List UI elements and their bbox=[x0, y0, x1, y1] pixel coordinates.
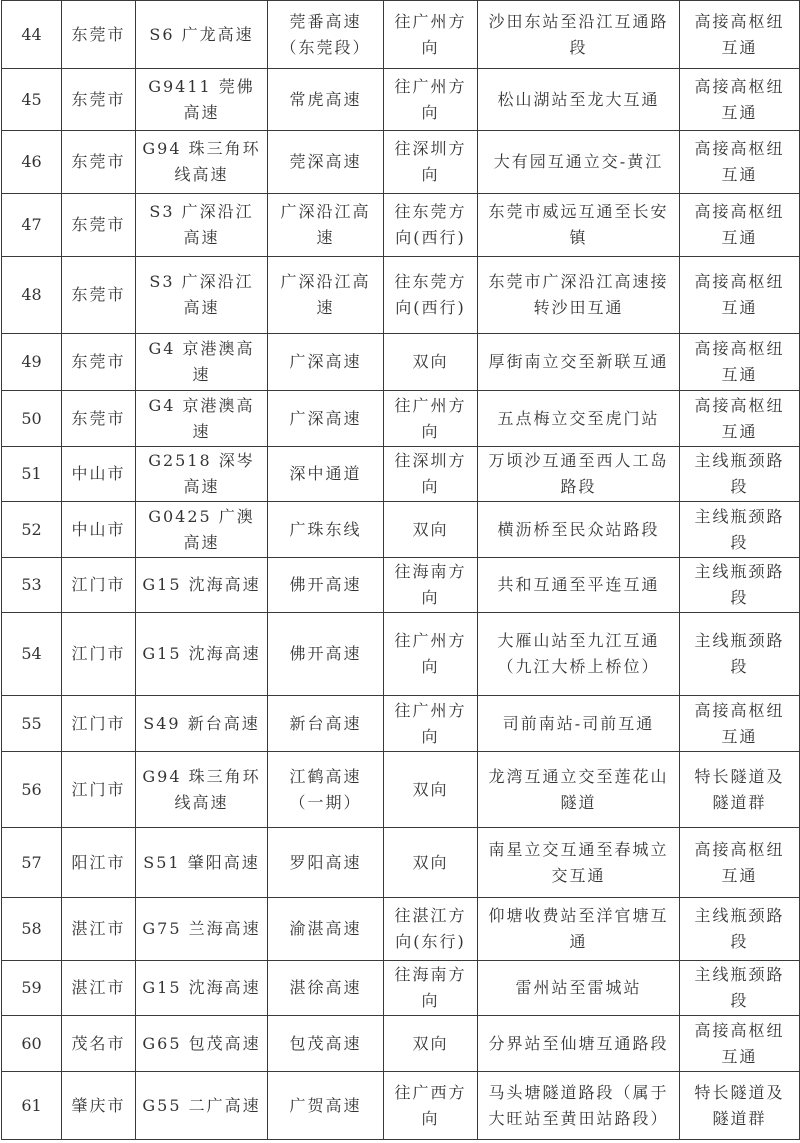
direction-cell: 往广西方向 bbox=[384, 1072, 478, 1140]
row-number: 53 bbox=[2, 558, 62, 613]
location-cell: 司前南站-司前互通 bbox=[478, 696, 680, 752]
location-cell: 仰塘收费站至洋官塘互通 bbox=[478, 898, 680, 961]
section-cell: 江鹤高速（一期） bbox=[268, 752, 384, 828]
direction-cell: 往深圳方向 bbox=[384, 447, 478, 502]
type-cell: 主线瓶颈路段 bbox=[680, 898, 800, 961]
table-row bbox=[2, 502, 800, 558]
direction-cell: 往海南方向 bbox=[384, 961, 478, 1016]
highway-cell: S6 广龙高速 bbox=[136, 1, 268, 69]
highway-cell: G94 珠三角环线高速 bbox=[136, 752, 268, 828]
location-cell: 大有园互通立交-黄江 bbox=[478, 131, 680, 194]
location-cell: 东莞市威远互通至长安镇 bbox=[478, 194, 680, 257]
type-cell: 高接高枢纽互通 bbox=[680, 257, 800, 334]
table-row bbox=[2, 1016, 800, 1072]
row-number: 54 bbox=[2, 613, 62, 696]
location-cell: 大雁山站至九江互通（九江大桥上桥位） bbox=[478, 613, 680, 696]
table-row bbox=[2, 1072, 800, 1140]
table-body bbox=[2, 1, 800, 1140]
table-row bbox=[2, 828, 800, 898]
highway-cell: G2518 深岑高速 bbox=[136, 447, 268, 502]
city-cell: 东莞市 bbox=[62, 334, 136, 391]
city-cell: 茂名市 bbox=[62, 1016, 136, 1072]
highway-cell: G15 沈海高速 bbox=[136, 961, 268, 1016]
type-cell: 主线瓶颈路段 bbox=[680, 613, 800, 696]
row-number: 59 bbox=[2, 961, 62, 1016]
section-cell: 罗阳高速 bbox=[268, 828, 384, 898]
type-cell: 高接高枢纽互通 bbox=[680, 131, 800, 194]
table-row bbox=[2, 131, 800, 194]
direction-cell: 往东莞方向(西行) bbox=[384, 194, 478, 257]
section-cell: 广深沿江高速 bbox=[268, 194, 384, 257]
highway-cell: G4 京港澳高速 bbox=[136, 334, 268, 391]
direction-cell: 双向 bbox=[384, 1016, 478, 1072]
table-row bbox=[2, 1, 800, 69]
city-cell: 湛江市 bbox=[62, 898, 136, 961]
row-number: 47 bbox=[2, 194, 62, 257]
location-cell: 共和互通至平连互通 bbox=[478, 558, 680, 613]
row-number: 49 bbox=[2, 334, 62, 391]
location-cell: 万顷沙互通至西人工岛路段 bbox=[478, 447, 680, 502]
location-cell: 厚街南立交至新联互通 bbox=[478, 334, 680, 391]
location-cell: 龙湾互通立交至莲花山隧道 bbox=[478, 752, 680, 828]
city-cell: 湛江市 bbox=[62, 961, 136, 1016]
direction-cell: 往广州方向 bbox=[384, 696, 478, 752]
location-cell: 分界站至仙塘互通路段 bbox=[478, 1016, 680, 1072]
type-cell: 高接高枢纽互通 bbox=[680, 696, 800, 752]
city-cell: 阳江市 bbox=[62, 828, 136, 898]
type-cell: 特长隧道及隧道群 bbox=[680, 752, 800, 828]
row-number: 45 bbox=[2, 69, 62, 131]
direction-cell: 往海南方向 bbox=[384, 558, 478, 613]
highway-cell: S3 广深沿江高速 bbox=[136, 257, 268, 334]
row-number: 46 bbox=[2, 131, 62, 194]
location-cell: 横沥桥至民众站路段 bbox=[478, 502, 680, 558]
type-cell: 高接高枢纽互通 bbox=[680, 334, 800, 391]
section-cell: 广深高速 bbox=[268, 334, 384, 391]
city-cell: 肇庆市 bbox=[62, 1072, 136, 1140]
row-number: 48 bbox=[2, 257, 62, 334]
city-cell: 东莞市 bbox=[62, 1, 136, 69]
type-cell: 高接高枢纽互通 bbox=[680, 828, 800, 898]
location-cell: 马头塘隧道路段（属于大旺站至黄田站路段） bbox=[478, 1072, 680, 1140]
direction-cell: 往广州方向 bbox=[384, 1, 478, 69]
table-row bbox=[2, 898, 800, 961]
highway-cell: G55 二广高速 bbox=[136, 1072, 268, 1140]
type-cell: 高接高枢纽互通 bbox=[680, 194, 800, 257]
section-cell: 广贺高速 bbox=[268, 1072, 384, 1140]
direction-cell: 往东莞方向(西行) bbox=[384, 257, 478, 334]
direction-cell: 往广州方向 bbox=[384, 391, 478, 447]
section-cell: 湛徐高速 bbox=[268, 961, 384, 1016]
city-cell: 江门市 bbox=[62, 613, 136, 696]
type-cell: 高接高枢纽互通 bbox=[680, 1016, 800, 1072]
city-cell: 东莞市 bbox=[62, 131, 136, 194]
highway-cell: G15 沈海高速 bbox=[136, 613, 268, 696]
type-cell: 高接高枢纽互通 bbox=[680, 391, 800, 447]
highway-cell: G4 京港澳高速 bbox=[136, 391, 268, 447]
section-cell: 常虎高速 bbox=[268, 69, 384, 131]
section-cell: 广深高速 bbox=[268, 391, 384, 447]
direction-cell: 双向 bbox=[384, 334, 478, 391]
section-cell: 深中通道 bbox=[268, 447, 384, 502]
location-cell: 五点梅立交至虎门站 bbox=[478, 391, 680, 447]
direction-cell: 往广州方向 bbox=[384, 613, 478, 696]
section-cell: 广珠东线 bbox=[268, 502, 384, 558]
row-number: 58 bbox=[2, 898, 62, 961]
table-row bbox=[2, 613, 800, 696]
section-cell: 莞番高速（东莞段） bbox=[268, 1, 384, 69]
location-cell: 沙田东站至沿江互通路段 bbox=[478, 1, 680, 69]
table-row bbox=[2, 69, 800, 131]
table-row bbox=[2, 447, 800, 502]
direction-cell: 双向 bbox=[384, 828, 478, 898]
type-cell: 高接高枢纽互通 bbox=[680, 1, 800, 69]
table-row bbox=[2, 391, 800, 447]
direction-cell: 往深圳方向 bbox=[384, 131, 478, 194]
location-cell: 南星立交互通至春城立交互通 bbox=[478, 828, 680, 898]
direction-cell: 双向 bbox=[384, 502, 478, 558]
highway-cell: G65 包茂高速 bbox=[136, 1016, 268, 1072]
type-cell: 高接高枢纽互通 bbox=[680, 69, 800, 131]
row-number: 56 bbox=[2, 752, 62, 828]
row-number: 52 bbox=[2, 502, 62, 558]
section-cell: 广深沿江高速 bbox=[268, 257, 384, 334]
highway-cell: G94 珠三角环线高速 bbox=[136, 131, 268, 194]
highway-cell: S3 广深沿江高速 bbox=[136, 194, 268, 257]
section-cell: 渝湛高速 bbox=[268, 898, 384, 961]
type-cell: 主线瓶颈路段 bbox=[680, 961, 800, 1016]
highway-cell: G0425 广澳高速 bbox=[136, 502, 268, 558]
city-cell: 江门市 bbox=[62, 558, 136, 613]
direction-cell: 往湛江方向(东行) bbox=[384, 898, 478, 961]
location-cell: 东莞市广深沿江高速接转沙田互通 bbox=[478, 257, 680, 334]
type-cell: 特长隧道及隧道群 bbox=[680, 1072, 800, 1140]
row-number: 60 bbox=[2, 1016, 62, 1072]
table-row bbox=[2, 257, 800, 334]
city-cell: 东莞市 bbox=[62, 257, 136, 334]
city-cell: 中山市 bbox=[62, 447, 136, 502]
section-cell: 包茂高速 bbox=[268, 1016, 384, 1072]
city-cell: 江门市 bbox=[62, 696, 136, 752]
highway-cell: G15 沈海高速 bbox=[136, 558, 268, 613]
type-cell: 主线瓶颈路段 bbox=[680, 558, 800, 613]
city-cell: 东莞市 bbox=[62, 69, 136, 131]
row-number: 50 bbox=[2, 391, 62, 447]
table-row bbox=[2, 752, 800, 828]
type-cell: 主线瓶颈路段 bbox=[680, 502, 800, 558]
row-number: 55 bbox=[2, 696, 62, 752]
highway-cell: G75 兰海高速 bbox=[136, 898, 268, 961]
highway-cell: S51 肇阳高速 bbox=[136, 828, 268, 898]
highway-cell: S49 新台高速 bbox=[136, 696, 268, 752]
section-cell: 佛开高速 bbox=[268, 558, 384, 613]
congestion-points-table bbox=[1, 0, 800, 1140]
table-row bbox=[2, 558, 800, 613]
direction-cell: 往广州方向 bbox=[384, 69, 478, 131]
city-cell: 东莞市 bbox=[62, 194, 136, 257]
location-cell: 松山湖站至龙大互通 bbox=[478, 69, 680, 131]
type-cell: 主线瓶颈路段 bbox=[680, 447, 800, 502]
section-cell: 佛开高速 bbox=[268, 613, 384, 696]
row-number: 57 bbox=[2, 828, 62, 898]
highway-cell: G9411 莞佛高速 bbox=[136, 69, 268, 131]
table-row bbox=[2, 334, 800, 391]
section-cell: 莞深高速 bbox=[268, 131, 384, 194]
table-row bbox=[2, 696, 800, 752]
city-cell: 中山市 bbox=[62, 502, 136, 558]
row-number: 61 bbox=[2, 1072, 62, 1140]
table-row bbox=[2, 194, 800, 257]
section-cell: 新台高速 bbox=[268, 696, 384, 752]
row-number: 51 bbox=[2, 447, 62, 502]
table-row bbox=[2, 961, 800, 1016]
direction-cell: 双向 bbox=[384, 752, 478, 828]
location-cell: 雷州站至雷城站 bbox=[478, 961, 680, 1016]
city-cell: 江门市 bbox=[62, 752, 136, 828]
row-number: 44 bbox=[2, 1, 62, 69]
city-cell: 东莞市 bbox=[62, 391, 136, 447]
